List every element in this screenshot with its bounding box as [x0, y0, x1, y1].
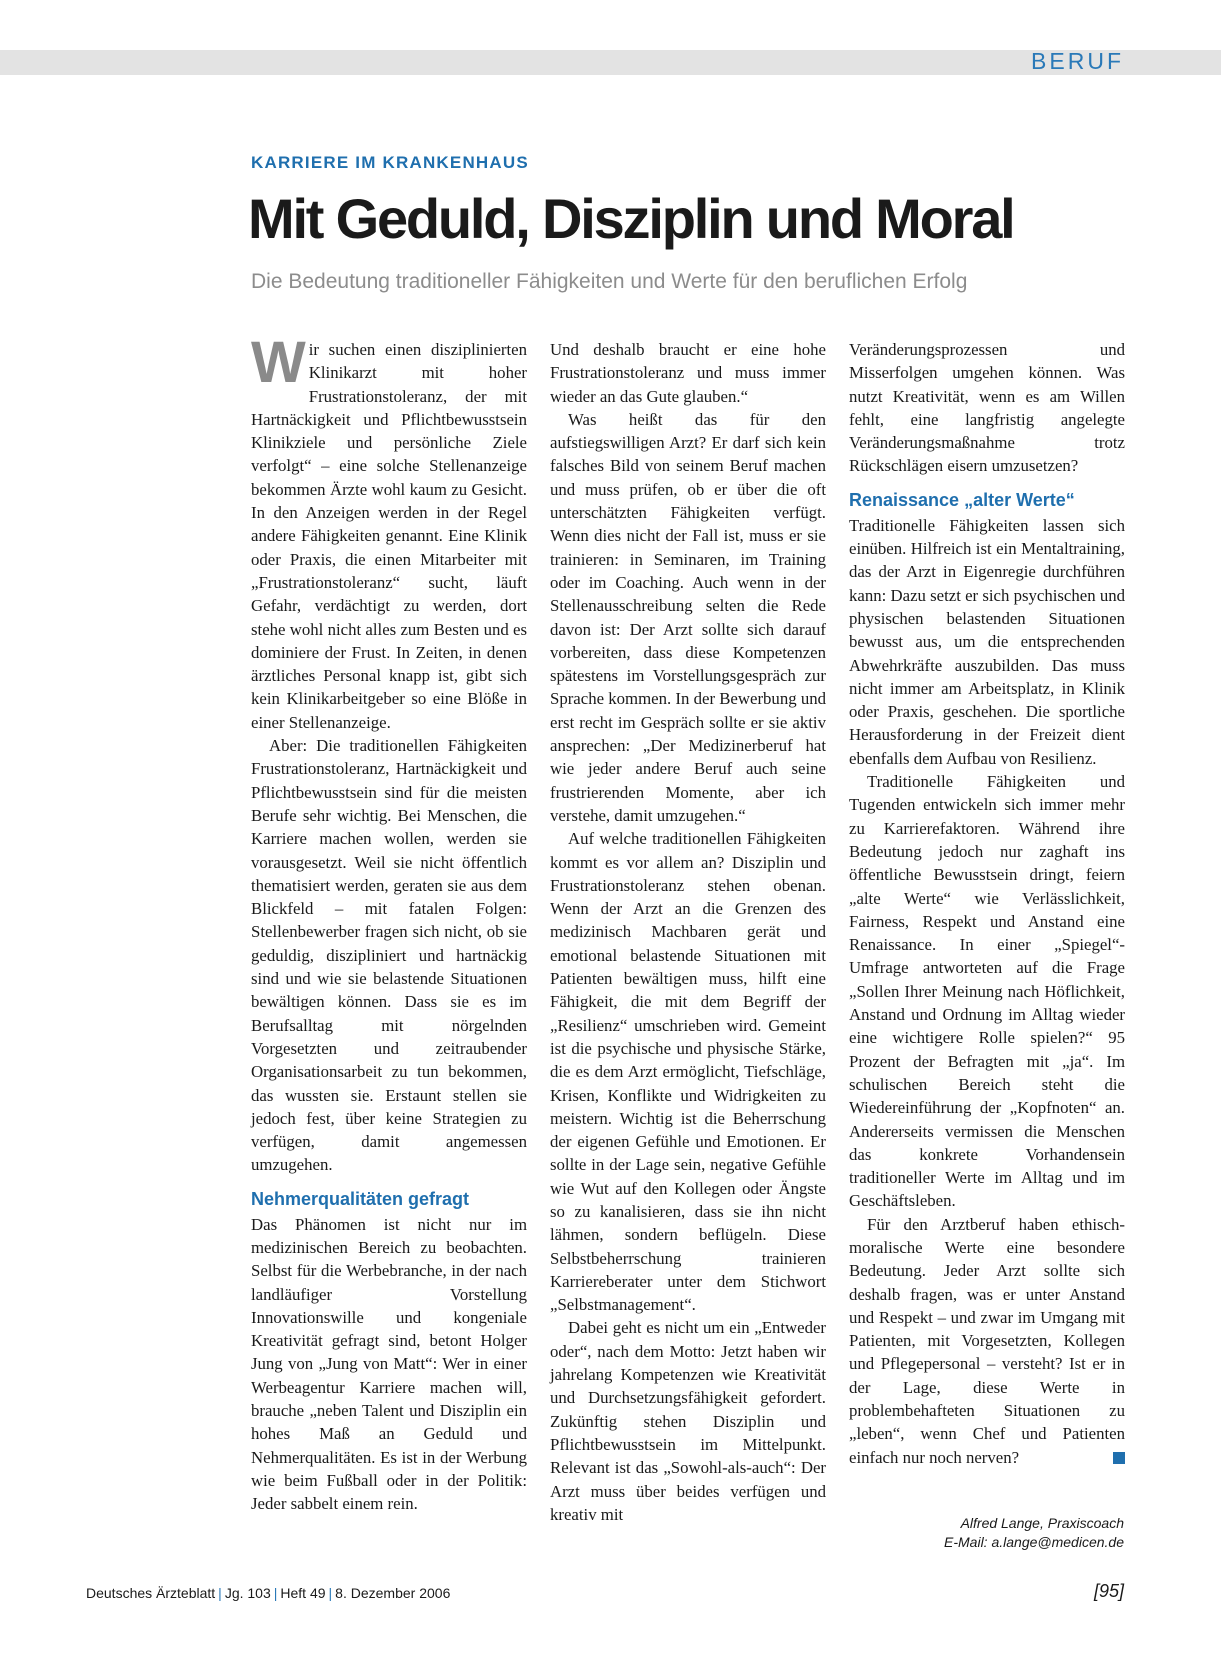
paragraph: Traditionelle Fähigkeiten und Tugenden entwickeln sich immer mehr zu Karrierefaktoren. Während ihre Bedeutung jedoch nur zaghaft ins öffentliche Bewusstsein dringt, feiern „alte Werte“ wie Verlässlichkeit, Fairness, Respekt und Anstand eine Renaissance. In einer „Spiegel“-Umfrage antworteten auf die Frage „Sollen Ihrer Meinung nach Höflichkeit, Anstand und Ordnung im Alltag wieder eine wichtigere Rolle spielen?“ 95 Prozent der Befragten mit „ja“. Im schulischen Bereich steht die Wiedereinführung der „Kopfnoten“ an. Andererseits vermissen die Menschen das konkrete Vorhandensein traditioneller Werte im Alltag und im Geschäftsleben. — [849, 772, 1125, 1211]
paragraph: Dabei geht es nicht um ein „Entweder oder“, nach dem Motto: Jetzt haben wir jahrelang Kompetenzen wie Kreativität und Durchsetzungsfähigkeit gefordert. Zukünftig stehen Disziplin und Pflichtbewusstsein im Mittelpunkt. Relevant ist das „Sowohl-als-auch“: Der Arzt muss über beides verfügen und kreativ mit — [550, 1318, 826, 1524]
paragraph-text: Für den Arztberuf haben ethisch-moralische Werte eine besondere Bedeutung. Jeder Arzt sollte sich deshalb fragen, was er unter Anstand und Respekt – und zwar im Umgang mit Patienten, mit Vorgesetzten, Kollegen und Pflegepersonal – versteht? Ist er in der Lage, diese Werte in problembehafteten Situationen zu „leben“, wenn Chef und Patienten einfach nur noch nerven? — [849, 1214, 1125, 1467]
footer-citation — [86, 1585, 450, 1601]
paragraph: Und deshalb braucht er eine hohe Frustrationstoleranz und muss immer wieder an das Gute glauben.“ — [550, 340, 826, 406]
paragraph: Aber: Die traditionellen Fähigkeiten Frustrationstoleranz, Hartnäckigkeit und Pflichtbewusstsein sind für die meisten Berufe sehr wichtig. Bei Menschen, die Karriere machen wollen, werden sie vorausgesetzt. Weil sie nicht öffentlich thematisiert werden, geraten sie aus dem Blickfeld – mit fatalen Folgen: Stellenbewerber fragen sich nicht, ob sie geduldig, diszipliniert und hartnäckig sind und wie sie belastende Situationen bewältigen können. Dass sie es im Berufsalltag mit nörgelnden Vorgesetzten und zeitraubender Organisationsarbeit zu tun bekommen, das wussten sie. Erstaunt stellen sie jedoch fest, über keine Strategien zu verfügen, damit angemessen umzugehen. — [251, 736, 527, 1175]
drop-cap: W — [251, 330, 303, 395]
column-2 — [550, 338, 826, 1526]
section-heading: Nehmerqualitäten gefragt — [251, 1188, 470, 1209]
date: 8. Dezember 2006 — [335, 1585, 451, 1601]
issue: Heft 49 — [280, 1585, 326, 1601]
divider: | — [218, 1585, 222, 1601]
divider: | — [273, 1585, 278, 1601]
column-1 — [251, 330, 527, 1516]
author-email[interactable]: E-Mail: a.lange@medicen.de — [944, 1534, 1124, 1550]
article-title: Mit Geduld, Disziplin und Moral — [248, 187, 1014, 250]
section-heading: Renaissance „alter Werte“ — [849, 489, 1075, 510]
author-name: Alfred Lange, Praxiscoach — [960, 1515, 1124, 1531]
paragraph: Auf welche traditionellen Fähigkeiten kommt es vor allem an? Disziplin und Frustrationstoleranz stehen obenan. Wenn der Arzt an die Grenzen des medizinisch Machbaren gerät und emotional belastende Situationen mit Patienten bewältigen muss, hilft eine Fähigkeit, die mit dem Begriff der „Resilienz“ umschrieben wird. Gemeint ist die psychische und physische Stärke, die es dem Arzt ermöglicht, Tiefschläge, Krisen, Konflikte und Widrigkeiten zu meistern. Wichtig ist die Beherrschung der eigenen Gefühle und Emotionen. Er sollte in der Lage sein, negative Gefühle wie Wut auf den Kollegen oder Ängste so zu kanalisieren, dass sie ihn nicht lähmen, sondern beflügeln. Diese Selbstbeherrschung trainieren Karriereberater unter dem Stichwort „Selbstmanagement“. — [550, 829, 826, 1315]
paragraph: Das Phänomen ist nicht nur im medizinischen Bereich zu beobachten. Selbst für die Werbebranche, in der nach landläufiger Vorstellung Innovationswille und kongeniale Kreativität gefragt sind, betont Holger Jung von „Jung von Matt“: Wer in einer Werbeagentur Karriere machen will, brauche „neben Talent und Disziplin ein hohes Maß an Geduld und Nehmerqualitäten. Es ist in der Werbung wie beim Fußball oder in der Politik: Jeder sabbelt einem rein. — [251, 1214, 527, 1514]
paragraph — [849, 1213, 1125, 1469]
paragraph — [251, 330, 527, 734]
paragraph-text: ir suchen einen disziplinierten Klinikarzt mit hoher Frustrationstoleranz, der mit Hartnäckigkeit und Pflichtbewusstsein Klinikziele und persönliche Ziele verfolgt“ – eine solche Stellenanzeige bekommen Ärzte wohl kaum zu Gesicht. In den Anzeigen werden in der Regel andere Fähigkeiten genannt. Eine Klinik oder Praxis, die einen Mitarbeiter mit „Frustrationstoleranz“ sucht, läuft Gefahr, verdächtigt zu werden, dort stehe wohl nicht alles zum Besten und es dominiere der Frust. In Zeiten, in denen ärztliches Personal knapp ist, gibt sich kein Klinikarbeitgeber so eine Blöße in einer Stellenanzeige. — [251, 340, 527, 732]
article-subtitle: Die Bedeutung traditioneller Fähigkeiten und Werte für den beruflichen Erfolg — [251, 270, 968, 293]
paragraph: Was heißt das für den aufstiegswilligen Arzt? Er darf sich kein falsches Bild von seinem Beruf machen und muss prüfen, ob er über die oft unterschätzten Fähigkeiten verfügt. Wenn dies nicht der Fall ist, muss er sie trainieren: in Seminaren, im Training oder im Coaching. Auch wenn in der Stellenausschreibung selten die Rede davon ist: Der Arzt sollte sich darauf vorbereiten, dass diese Kompetenzen spätestens im Vorstellungsgespräch zur Sprache kommen. In der Bewerbung und erst recht im Gespräch sollte er sie aktiv ansprechen: „Der Medizinerberuf hat wie jeder andere Beruf auch seine frustrierenden Momente, aber ich verstehe, damit umzugehen.“ — [550, 409, 826, 825]
end-of-article-square-icon — [1113, 1452, 1125, 1464]
paragraph: Traditionelle Fähigkeiten lassen sich einüben. Hilfreich ist ein Mentaltraining, das der Arzt in Eigenregie durchführen kann: Dazu setzt er sich psychischen und physischen belastenden Situationen bewusst aus, um die entsprechenden Abwehrkräfte auszubilden. Das muss nicht immer am Arbeitsplatz, in Klinik oder Praxis, geschehen. Die sportliche Herausforderung in der Freizeit dient ebenfalls dem Aufbau von Resilienz. — [849, 515, 1125, 768]
paragraph: Veränderungsprozessen und Misserfolgen umgehen können. Was nutzt Kreativität, wenn es am Willen fehlt, eine langfristig angelegte Veränderungsmaßnahme trotz Rückschlägen eisern umzusetzen? — [849, 340, 1125, 476]
article-kicker: KARRIERE IM KRANKENHAUS — [251, 153, 529, 172]
journal-name: Deutsches Ärzteblatt — [86, 1585, 216, 1601]
volume: Jg. 103 — [224, 1585, 271, 1601]
column-3 — [849, 338, 1125, 1469]
author-byline — [944, 1514, 1124, 1552]
page-number: [95] — [1093, 1581, 1124, 1601]
section-label: BERUF — [1031, 48, 1124, 74]
divider: | — [328, 1585, 333, 1601]
